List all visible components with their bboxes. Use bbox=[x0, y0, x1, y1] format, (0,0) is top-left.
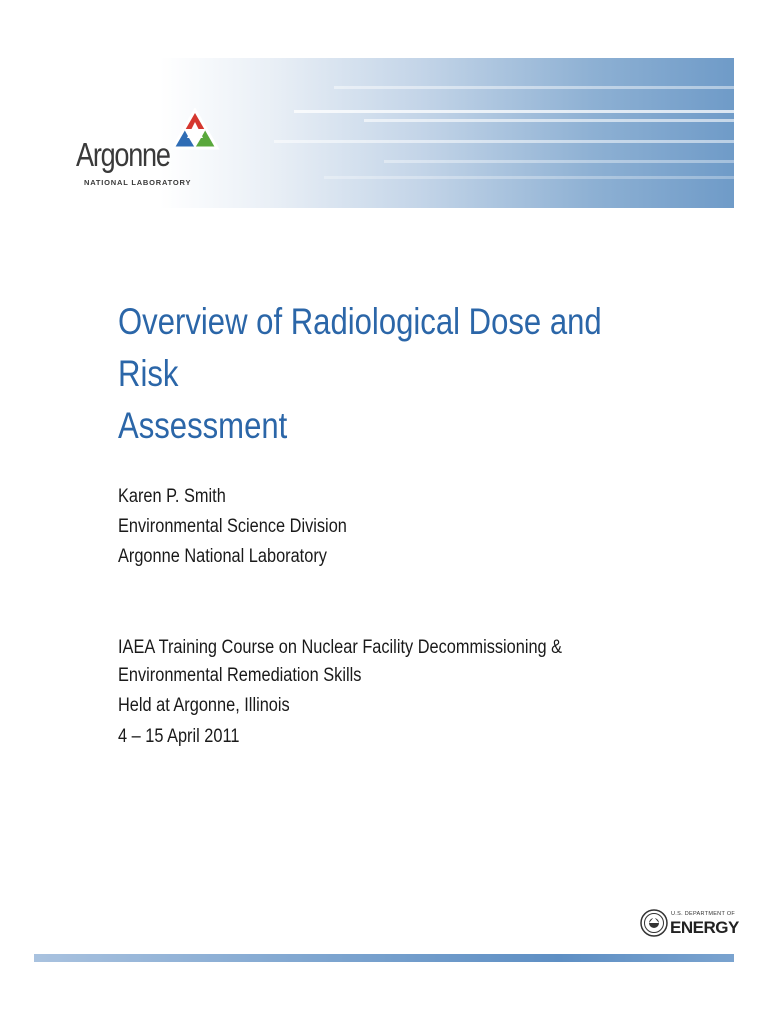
argonne-triangle-icon bbox=[159, 108, 231, 160]
author-block bbox=[118, 482, 347, 572]
logo-word: Argonne bbox=[76, 136, 170, 173]
title-line-2: Assessment bbox=[118, 405, 288, 446]
logo-subtitle: NATIONAL LABORATORY bbox=[84, 178, 192, 187]
event-block bbox=[118, 634, 562, 752]
header-band bbox=[34, 58, 734, 208]
doe-seal-icon bbox=[640, 909, 668, 937]
doe-logo bbox=[640, 908, 739, 940]
slide bbox=[34, 58, 739, 966]
event-location: Held at Argonne, Illinois bbox=[118, 695, 290, 716]
author-organization: Argonne National Laboratory bbox=[118, 546, 327, 567]
slide-title bbox=[118, 296, 622, 452]
event-line-1: IAEA Training Course on Nuclear Facility Decommissioning & bbox=[118, 637, 563, 658]
argonne-logo bbox=[76, 108, 236, 188]
doe-top-text: U.S. DEPARTMENT OF bbox=[671, 911, 736, 917]
author-division: Environmental Science Division bbox=[118, 516, 347, 537]
event-line-2: Environmental Remediation Skills bbox=[118, 665, 362, 686]
author-name: Karen P. Smith bbox=[118, 486, 226, 507]
title-line-1: Overview of Radiological Dose and Risk bbox=[118, 301, 602, 394]
footer-bar bbox=[34, 954, 734, 962]
doe-word: ENERGY bbox=[670, 918, 739, 937]
event-dates: 4 – 15 April 2011 bbox=[118, 726, 240, 747]
